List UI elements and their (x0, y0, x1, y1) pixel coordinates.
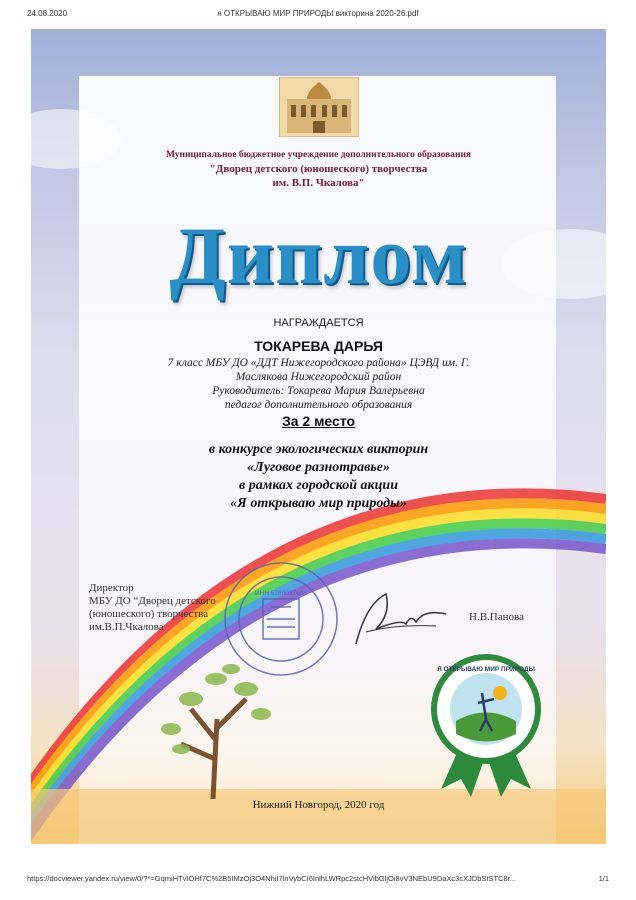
signer-name: Н.В.Панова (469, 611, 524, 623)
supervisor-position-line: педагог дополнительного образования (224, 399, 413, 411)
contest-line1: в конкурсе экологических викторин (208, 442, 429, 457)
organization-name-line2: "Дворец детского (юношеского) творчества (209, 163, 428, 175)
contest-line4: «Я открываю мир природы» (230, 496, 407, 511)
contest-line2: «Луговое разнотравье» (246, 460, 391, 475)
diploma-title: Диплом (169, 210, 468, 301)
stamp-inn-text: ИНН 5260037600 (254, 590, 308, 597)
palace-building-icon (279, 77, 359, 137)
document-url: https://docviewer.yandex.ru/view/0/?*=GqmiHTvIOHf7C%2B5IMzOj3O4NhiI7lnVybCI6InlhLWRpc2stcHVibGljOi8vV3NEbU9DaXc3cXJDbStSTC8r... (27, 874, 517, 883)
place-award: За 2 место (281, 413, 356, 429)
director-title: Директор (89, 582, 134, 594)
contest-line3: в рамках городской акции (238, 478, 399, 493)
pdf-footer (0, 868, 636, 890)
pdf-header (0, 0, 636, 30)
director-org-line2: (юношеского) творчества (89, 608, 209, 620)
director-block (89, 582, 216, 634)
emblem-text: Я ОТКРЫВАЮ МИР ПРИРОДЫ (437, 666, 535, 673)
official-stamp-icon (221, 559, 341, 679)
recipient-info-line2: Маслякова Нижегородский район (235, 371, 402, 383)
organization-name-line3: им. В.П. Чкалова" (272, 177, 365, 189)
director-org-line1: МБУ ДО “Дворец детского (89, 595, 216, 607)
recipient-info-line1: 7 класс МБУ ДО «ДДТ Нижегородского района» ЦЭВД им. Г. (167, 357, 470, 369)
print-date: 24.08.2020 (27, 9, 68, 18)
recipient-name: ТОКАРЕВА ДАРЬЯ (254, 338, 383, 354)
signature-icon (346, 584, 456, 654)
certificate-sheet (31, 29, 606, 844)
awarded-label: НАГРАЖДАЕТСЯ (273, 317, 364, 329)
city-year: Нижний Новгород, 2020 год (252, 799, 385, 811)
organization-name-line1: Муниципальное бюджетное учреждение дополнительного образования (165, 150, 472, 160)
supervisor-line: Руководитель: Токарева Мария Валерьевна (212, 385, 425, 397)
director-org-line3: им.В.П.Чкалова (89, 621, 164, 633)
page-number: 1/1 (598, 874, 609, 883)
document-title: я ОТКРЫВАЮ МИР ПРИРОДЫ викторина 2020-26.pdf (217, 9, 419, 18)
nature-emblem-icon (426, 649, 546, 799)
